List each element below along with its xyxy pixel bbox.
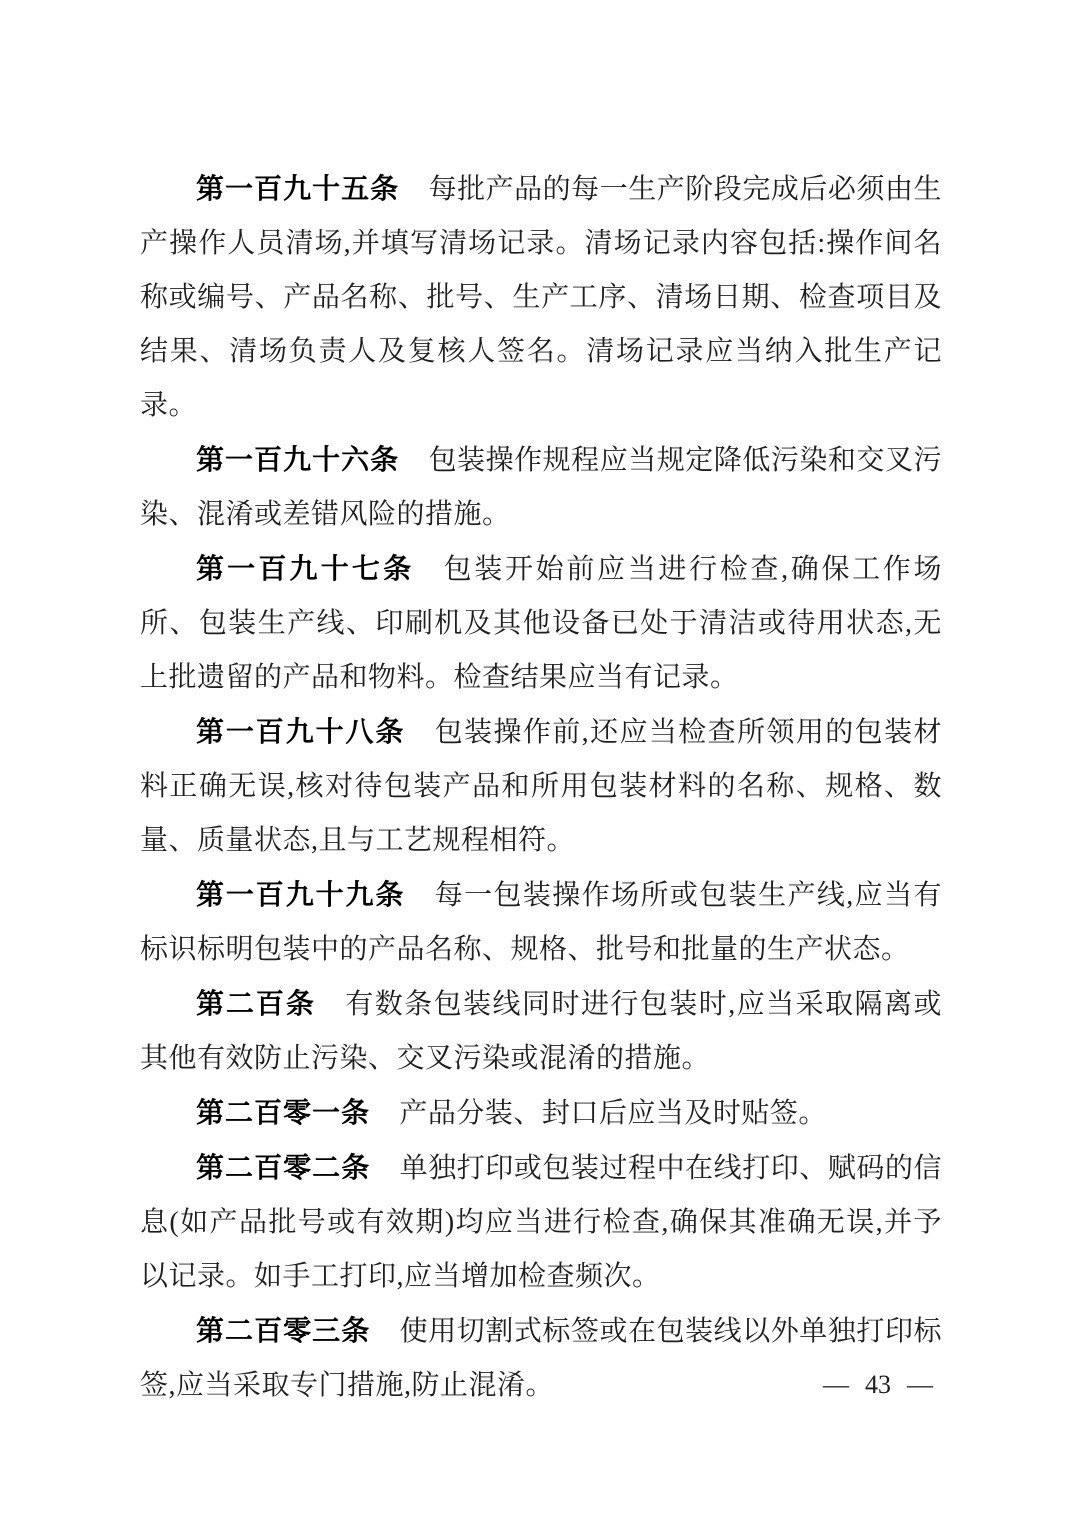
article-paragraph	[140, 868, 942, 977]
article-paragraph	[140, 705, 942, 868]
article-number: 第二百零二条	[196, 1152, 371, 1183]
article-paragraph	[140, 1086, 942, 1141]
article-text: 每一包装操作场所或包装生产线,应当有标识标明包装中的产品名称、规格、批号和批量的生产状态。	[140, 880, 942, 965]
article-number: 第一百九十七条	[196, 553, 415, 584]
article-number: 第一百九十六条	[196, 444, 400, 475]
page-number: 43	[865, 1370, 891, 1399]
article-text: 单独打印或包装过程中在线打印、赋码的信息(如产品批号或有效期)均应当进行检查,确保其准确无误,并予以记录。如手工打印,应当增加检查频次。	[140, 1153, 942, 1292]
document-body	[140, 162, 942, 1413]
article-paragraph	[140, 1141, 942, 1304]
article-number: 第二百零三条	[196, 1315, 371, 1346]
article-number: 第一百九十九条	[196, 879, 406, 910]
article-paragraph	[140, 542, 942, 705]
article-text: 每批产品的每一生产阶段完成后必须由生产操作人员清场,并填写清场记录。清场记录内容包括:操作间名称或编号、产品名称、批号、生产工序、清场日期、检查项目及结果、清场负责人及复核人签名。清场记录应当纳入批生产记录。	[140, 174, 942, 421]
article-number: 第二百零一条	[196, 1097, 371, 1128]
page-footer	[768, 1370, 988, 1400]
article-text: 使用切割式标签或在包装线以外单独打印标签,应当采取专门措施,防止混淆。	[140, 1316, 942, 1401]
article-paragraph	[140, 977, 942, 1086]
article-paragraph	[140, 433, 942, 542]
article-text: 包装操作前,还应当检查所领用的包装材料正确无误,核对待包装产品和所用包装材料的名称、规格、数量、质量状态,且与工艺规程相符。	[140, 717, 942, 856]
article-number: 第二百条	[196, 988, 316, 1019]
article-text: 包装开始前应当进行检查,确保工作场所、包装生产线、印刷机及其他设备已处于清洁或待用状态,无上批遗留的产品和物料。检查结果应当有记录。	[140, 554, 942, 693]
article-text: 有数条包装线同时进行包装时,应当采取隔离或其他有效防止污染、交叉污染或混淆的措施。	[140, 989, 942, 1074]
footer-right-dash: —	[907, 1370, 933, 1399]
article-paragraph	[140, 162, 942, 433]
article-number: 第一百九十八条	[196, 716, 406, 747]
article-text: 产品分装、封口后应当及时贴签。	[399, 1098, 827, 1129]
article-number: 第一百九十五条	[196, 173, 400, 204]
footer-left-dash: —	[823, 1370, 849, 1399]
article-text: 包装操作规程应当规定降低污染和交叉污染、混淆或差错风险的措施。	[140, 445, 942, 530]
